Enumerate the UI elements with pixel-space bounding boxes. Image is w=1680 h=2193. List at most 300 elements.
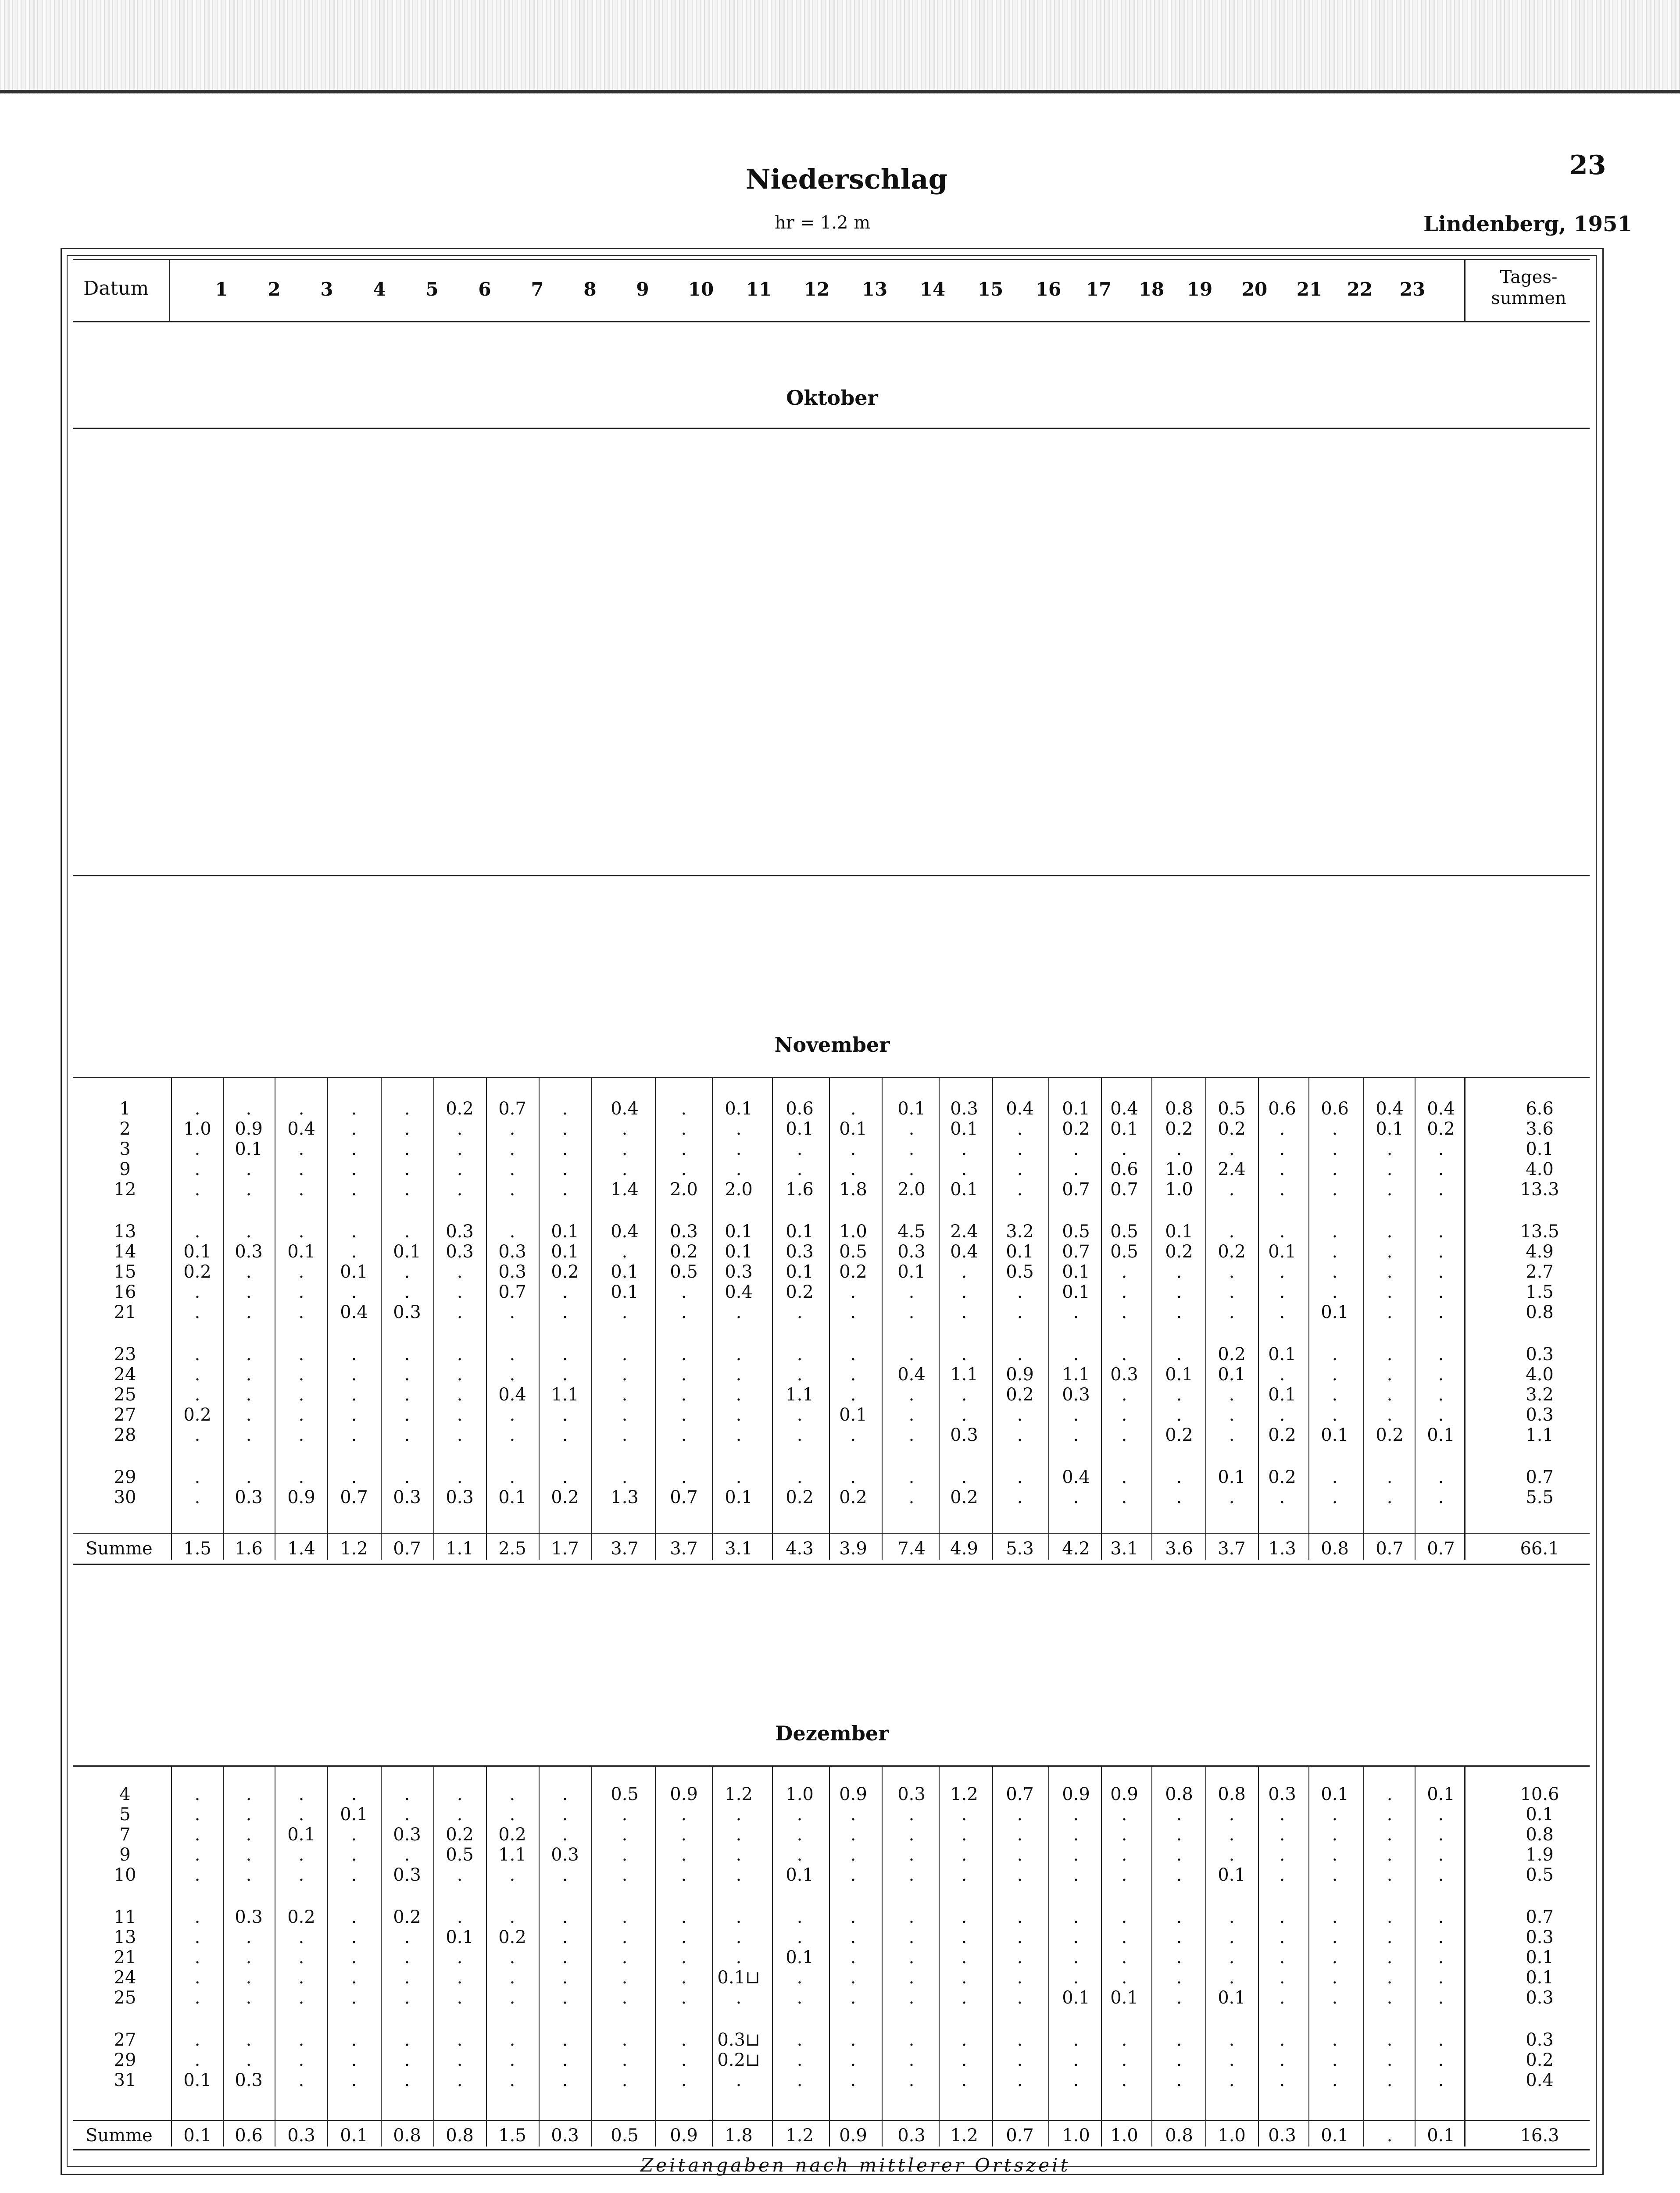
hour-value: 0.2 <box>839 1487 867 1507</box>
day-total: 0.3 <box>1526 1927 1554 1947</box>
column-rule <box>591 1078 592 1560</box>
hour-value: . <box>562 1927 568 1947</box>
hour-value: 0.1 <box>1062 1282 1090 1302</box>
hour-value: 0.2 <box>393 1907 421 1927</box>
hour-value: 0.2 <box>1218 1119 1246 1139</box>
day-total: 0.3 <box>1526 1405 1554 1425</box>
hour-value: . <box>246 1364 252 1385</box>
hour-header: 9 <box>636 279 649 300</box>
hour-value: . <box>194 1302 200 1322</box>
hour-value: . <box>681 2030 687 2050</box>
day-label: 31 <box>114 2070 136 2090</box>
hour-value: . <box>1017 1302 1023 1322</box>
day-total: 10.6 <box>1520 1784 1559 1804</box>
hour-value: . <box>1387 1282 1393 1302</box>
hour-value: . <box>457 2050 463 2070</box>
hour-value: . <box>797 1845 803 1865</box>
hour-value: . <box>298 1804 304 1825</box>
column-rule <box>655 1767 656 2147</box>
hour-value: . <box>681 1159 687 1179</box>
hour-value: . <box>1279 1988 1285 2008</box>
hour-value: 0.1 <box>950 1179 978 1200</box>
hour-value: . <box>736 1405 742 1425</box>
hour-value: . <box>1438 1344 1444 1364</box>
day-total: 3.2 <box>1526 1385 1554 1405</box>
hour-value: . <box>961 1947 967 1968</box>
day-total: 0.3 <box>1526 2030 1554 2050</box>
hour-value: . <box>961 1139 967 1159</box>
hour-value: . <box>736 1385 742 1405</box>
hour-value: . <box>797 1344 803 1364</box>
hour-value: 0.7 <box>1062 1179 1090 1200</box>
hour-value: . <box>1279 1947 1285 1968</box>
hour-value: 0.3 <box>235 1487 263 1507</box>
hour-header: 10 <box>688 279 714 300</box>
day-label: 12 <box>114 1179 136 1200</box>
hour-value: . <box>404 1222 410 1242</box>
hour-value: . <box>1332 1825 1338 1845</box>
hour-value: . <box>1121 1804 1127 1825</box>
summe-value: . <box>1387 2125 1393 2146</box>
hour-value: 1.3 <box>611 1487 639 1507</box>
summe-value: 7.4 <box>897 1539 926 1559</box>
hour-value: . <box>246 2050 252 2070</box>
hour-value: . <box>736 1988 742 2008</box>
hour-value: . <box>1017 1907 1023 1927</box>
hour-value: . <box>404 1804 410 1825</box>
hour-value: . <box>961 1385 967 1405</box>
hour-value: . <box>194 1825 200 1845</box>
hour-value: . <box>1332 1119 1338 1139</box>
hour-value: . <box>298 1262 304 1282</box>
hour-value: . <box>1121 1405 1127 1425</box>
hour-value: . <box>246 1865 252 1885</box>
hour-value: . <box>908 1865 915 1885</box>
hour-value: . <box>509 1119 515 1139</box>
hour-value: 0.9 <box>839 1784 867 1804</box>
day-total: 0.7 <box>1526 1467 1554 1487</box>
hour-value: 0.1 <box>551 1242 579 1262</box>
hour-value: . <box>1387 2050 1393 2070</box>
column-rule <box>1048 1078 1049 1560</box>
day-total: 5.5 <box>1526 1487 1554 1507</box>
hour-value: 0.1 <box>1376 1119 1404 1139</box>
hour-value: . <box>1176 1282 1182 1302</box>
hour-value: . <box>1332 1467 1338 1487</box>
hour-value: . <box>1332 1282 1338 1302</box>
hour-value: . <box>246 2030 252 2050</box>
hour-value: 0.1 <box>725 1242 753 1262</box>
hour-value: 0.1 <box>1062 1099 1090 1119</box>
hour-value: . <box>298 1784 304 1804</box>
hour-value: . <box>298 1968 304 1988</box>
hour-value: . <box>246 1385 252 1405</box>
hour-value: . <box>1332 1179 1338 1200</box>
hour-value: 0.1⊔ <box>717 1968 760 1988</box>
summe-value: 1.2 <box>950 2125 978 2146</box>
hour-value: . <box>298 1865 304 1885</box>
hour-value: . <box>850 1927 856 1947</box>
hour-value: . <box>681 1099 687 1119</box>
hour-value: . <box>351 2050 357 2070</box>
day-label: 15 <box>114 1262 136 1282</box>
hour-value: 0.3 <box>498 1242 526 1262</box>
hour-value: . <box>1438 1262 1444 1282</box>
hour-value: . <box>351 1099 357 1119</box>
summe-rule <box>73 2120 1590 2121</box>
hour-value: . <box>1073 2050 1079 2070</box>
hour-value: . <box>797 1425 803 1445</box>
hour-header: 15 <box>977 279 1004 300</box>
hour-value: . <box>1387 1139 1393 1159</box>
hour-value: . <box>850 1139 856 1159</box>
hour-value: . <box>1438 1364 1444 1385</box>
hour-value: . <box>1229 1487 1235 1507</box>
hour-value: . <box>1017 1968 1023 1988</box>
hour-value: . <box>850 1865 856 1885</box>
hour-value: . <box>1387 1344 1393 1364</box>
hour-value: . <box>908 1927 915 1947</box>
summe-value: 0.1 <box>1427 2125 1455 2146</box>
hour-value: . <box>1332 1262 1338 1282</box>
hour-value: . <box>298 1302 304 1322</box>
hour-value: 1.8 <box>839 1179 867 1200</box>
hour-value: . <box>404 1988 410 2008</box>
hour-value: . <box>457 1344 463 1364</box>
hour-value: . <box>457 1159 463 1179</box>
hour-value: . <box>1229 1968 1235 1988</box>
summe-value: 3.1 <box>725 1539 753 1559</box>
hour-value: 0.1 <box>950 1119 978 1139</box>
hour-value: 0.3 <box>1268 1784 1296 1804</box>
hour-header: 13 <box>861 279 888 300</box>
hour-value: . <box>1073 1865 1079 1885</box>
hour-header: 11 <box>746 279 772 300</box>
hour-value: 0.2 <box>1165 1242 1193 1262</box>
hour-value: . <box>404 1179 410 1200</box>
hour-value: 0.1 <box>183 1242 211 1262</box>
summe-value: 4.2 <box>1062 1539 1090 1559</box>
day-label: 14 <box>114 1242 136 1262</box>
hour-value: . <box>194 2030 200 2050</box>
hour-value: . <box>1121 1907 1127 1927</box>
hour-value: . <box>194 1865 200 1885</box>
summe-value: 3.7 <box>1218 1539 1246 1559</box>
summe-value: 3.7 <box>670 1539 698 1559</box>
hour-value: . <box>1121 1487 1127 1507</box>
hour-value: . <box>351 1865 357 1885</box>
hour-value: . <box>194 1344 200 1364</box>
hour-value: . <box>509 1222 515 1242</box>
hour-value: . <box>1017 1405 1023 1425</box>
hour-value: . <box>509 1179 515 1200</box>
hour-value: . <box>1332 1927 1338 1947</box>
hour-value: . <box>1387 1242 1393 1262</box>
hour-value: . <box>1279 1159 1285 1179</box>
hour-value: . <box>622 1988 628 2008</box>
hour-value: 0.7 <box>1110 1179 1138 1200</box>
hour-value: . <box>1073 1927 1079 1947</box>
hour-value: . <box>562 1405 568 1425</box>
day-total: 1.9 <box>1526 1845 1554 1865</box>
hour-value: . <box>797 1302 803 1322</box>
hour-value: 0.1 <box>1110 1119 1138 1139</box>
day-total: 0.8 <box>1526 1825 1554 1845</box>
hour-value: 0.1 <box>287 1242 315 1262</box>
day-label: 7 <box>119 1825 131 1845</box>
hour-value: . <box>797 1927 803 1947</box>
hour-value: . <box>1073 1487 1079 1507</box>
hour-value: . <box>1279 2030 1285 2050</box>
hour-value: 1.0 <box>183 1119 211 1139</box>
hour-value: . <box>622 1907 628 1927</box>
summe-value: 1.5 <box>498 2125 526 2146</box>
hour-value: 0.6 <box>786 1099 814 1119</box>
summe-value: 4.9 <box>950 1539 978 1559</box>
hour-header: 5 <box>425 279 439 300</box>
summe-value: 0.1 <box>340 2125 368 2146</box>
column-rule <box>655 1078 656 1560</box>
hour-value: . <box>961 1467 967 1487</box>
hour-value: . <box>1438 2070 1444 2090</box>
hour-value: 0.1 <box>1321 1425 1349 1445</box>
hour-value: . <box>850 1099 856 1119</box>
hour-value: . <box>1279 1804 1285 1825</box>
hour-value: . <box>457 1364 463 1385</box>
hour-value: . <box>1229 1405 1235 1425</box>
column-rule <box>882 1078 883 1560</box>
hour-value: 0.2 <box>551 1262 579 1282</box>
hour-value: 0.9 <box>235 1119 263 1139</box>
hour-value: 0.1 <box>287 1825 315 1845</box>
hour-value: . <box>908 1487 915 1507</box>
hour-value: . <box>1279 1364 1285 1385</box>
hour-value: 1.0 <box>1165 1159 1193 1179</box>
hour-value: . <box>298 1222 304 1242</box>
hour-value: . <box>351 1119 357 1139</box>
height-formula: hr = 1.2 m <box>775 213 871 233</box>
hour-value: . <box>1176 1139 1182 1159</box>
hour-value: . <box>457 1988 463 2008</box>
hour-value: 1.1 <box>551 1385 579 1405</box>
hour-value: 0.1 <box>1427 1425 1455 1445</box>
hour-value: . <box>1438 1927 1444 1947</box>
hour-value: 0.9 <box>670 1784 698 1804</box>
hour-value: . <box>1176 1262 1182 1282</box>
hour-value: 0.3 <box>235 1242 263 1262</box>
hour-value: . <box>194 1425 200 1445</box>
hour-value: . <box>246 1405 252 1425</box>
hour-value: . <box>509 1139 515 1159</box>
hour-value: . <box>961 1927 967 1947</box>
hour-value: . <box>1073 2030 1079 2050</box>
hour-value: . <box>736 1425 742 1445</box>
hour-value: . <box>298 2070 304 2090</box>
summe-value: 0.8 <box>1321 1539 1349 1559</box>
hour-value: . <box>351 1968 357 1988</box>
hour-value: 0.1 <box>786 1222 814 1242</box>
hour-value: . <box>622 1845 628 1865</box>
hour-value: . <box>1438 1907 1444 1927</box>
hour-value: 0.1 <box>725 1099 753 1119</box>
hour-value: . <box>622 1159 628 1179</box>
hour-value: . <box>1176 1467 1182 1487</box>
hour-value: . <box>1073 1344 1079 1364</box>
hour-value: . <box>509 1405 515 1425</box>
hour-value: . <box>681 1405 687 1425</box>
hour-value: 0.3 <box>950 1425 978 1445</box>
hour-value: . <box>961 2030 967 2050</box>
hour-value: 0.1 <box>340 1262 368 1282</box>
hour-value: . <box>1279 2070 1285 2090</box>
hour-value: . <box>351 1222 357 1242</box>
hour-value: . <box>246 1262 252 1282</box>
hour-value: . <box>797 1825 803 1845</box>
summe-value: 1.5 <box>183 1539 211 1559</box>
hour-value: . <box>961 1262 967 1282</box>
hour-value: . <box>194 1222 200 1242</box>
hour-value: . <box>1073 1907 1079 1927</box>
hour-value: . <box>622 1425 628 1445</box>
hour-value: . <box>457 1907 463 1927</box>
hour-value: 0.3 <box>446 1242 474 1262</box>
hour-value: . <box>1332 1364 1338 1385</box>
hour-value: . <box>1017 1179 1023 1200</box>
summe-value: 1.2 <box>786 2125 814 2146</box>
day-total: 0.1 <box>1526 1139 1554 1159</box>
hour-value: . <box>1176 1968 1182 1988</box>
hour-value: . <box>562 1159 568 1179</box>
day-total: 0.1 <box>1526 1947 1554 1968</box>
hour-value: . <box>961 2050 967 2070</box>
hour-value: . <box>509 1159 515 1179</box>
column-rule <box>1048 1767 1049 2147</box>
summe-value: 0.3 <box>897 2125 926 2146</box>
hour-value: . <box>1121 1467 1127 1487</box>
hour-value: . <box>194 1968 200 1988</box>
hour-value: . <box>1121 1262 1127 1282</box>
hour-value: . <box>1387 2070 1393 2090</box>
hour-value: . <box>622 1947 628 1968</box>
day-total: 0.3 <box>1526 1344 1554 1364</box>
hour-value: . <box>404 2050 410 2070</box>
hour-value: . <box>1387 1302 1393 1322</box>
day-label: 13 <box>114 1927 136 1947</box>
hour-value: . <box>622 2030 628 2050</box>
hour-value: . <box>681 1139 687 1159</box>
hour-value: . <box>509 1988 515 2008</box>
month-rule <box>73 428 1590 429</box>
hour-value: . <box>1279 1282 1285 1302</box>
hour-value: . <box>1438 2030 1444 2050</box>
hour-value: . <box>736 1907 742 1927</box>
hour-value: . <box>1121 1385 1127 1405</box>
hour-header: 23 <box>1399 279 1426 300</box>
hour-value: . <box>1176 1988 1182 2008</box>
hour-value: . <box>1017 1282 1023 1302</box>
hour-value: . <box>509 1968 515 1988</box>
hour-value: 0.8 <box>1165 1099 1193 1119</box>
summe-value: 1.0 <box>1110 2125 1138 2146</box>
hour-value: 0.1 <box>1321 1302 1349 1322</box>
hour-value: 0.1 <box>1165 1364 1193 1385</box>
summe-value: 3.9 <box>839 1539 867 1559</box>
hour-value: . <box>1121 2070 1127 2090</box>
hour-value: . <box>1073 1302 1079 1322</box>
hour-header: 8 <box>583 279 597 300</box>
hour-value: . <box>404 1262 410 1282</box>
hour-value: 0.4 <box>340 1302 368 1322</box>
hour-value: . <box>1176 2030 1182 2050</box>
hour-header: 4 <box>373 279 386 300</box>
hour-value: . <box>1332 1385 1338 1405</box>
day-total: 0.5 <box>1526 1865 1554 1885</box>
hour-value: . <box>961 1405 967 1425</box>
hour-value: . <box>850 1385 856 1405</box>
hour-value: 0.5 <box>1062 1222 1090 1242</box>
hour-value: 0.2 <box>551 1487 579 1507</box>
hour-value: . <box>1017 2050 1023 2070</box>
hour-value: . <box>351 1907 357 1927</box>
hour-value: 0.3 <box>393 1302 421 1322</box>
hour-value: . <box>562 1988 568 2008</box>
header-bottom-rule <box>73 321 1590 322</box>
hour-value: . <box>1176 1845 1182 1865</box>
hour-value: . <box>457 1947 463 1968</box>
hour-value: . <box>850 1302 856 1322</box>
hour-value: . <box>850 1467 856 1487</box>
hour-value: . <box>1279 1968 1285 1988</box>
summe-value: 0.7 <box>393 1539 421 1559</box>
hour-value: . <box>1332 1845 1338 1865</box>
hour-value: . <box>1332 1947 1338 1968</box>
day-total: 0.1 <box>1526 1804 1554 1825</box>
hour-value: . <box>908 1344 915 1364</box>
day-total: 13.5 <box>1520 1222 1559 1242</box>
hour-value: 0.8 <box>1165 1784 1193 1804</box>
hour-value: . <box>850 1988 856 2008</box>
hour-value: . <box>1332 1344 1338 1364</box>
hour-value: 0.9 <box>287 1487 315 1507</box>
hour-value: . <box>850 1804 856 1825</box>
hour-value: . <box>961 1825 967 1845</box>
hour-value: . <box>1438 2050 1444 2070</box>
hour-value: . <box>908 2030 915 2050</box>
hour-value: 0.1 <box>340 1804 368 1825</box>
day-total: 6.6 <box>1526 1099 1554 1119</box>
hour-value: . <box>1121 1302 1127 1322</box>
hour-value: . <box>1229 2050 1235 2070</box>
hour-value: . <box>457 1262 463 1282</box>
hour-value: . <box>1438 1139 1444 1159</box>
hour-value: . <box>1387 1179 1393 1200</box>
hour-value: 0.3 <box>446 1222 474 1242</box>
time-note: Zeitangaben nach mittlerer Ortszeit <box>640 2154 1071 2176</box>
hour-value: . <box>961 1845 967 1865</box>
hour-value: 0.3 <box>393 1865 421 1885</box>
hour-value: . <box>246 1947 252 1968</box>
hour-value: . <box>797 1988 803 2008</box>
hour-value: . <box>1279 1262 1285 1282</box>
column-rule <box>882 1767 883 2147</box>
month-label: Oktober <box>786 386 878 410</box>
hour-value: . <box>736 1302 742 1322</box>
hour-value: . <box>1229 1947 1235 1968</box>
summe-value: 2.5 <box>498 1539 526 1559</box>
hour-value: . <box>681 1907 687 1927</box>
hour-value: . <box>457 1119 463 1139</box>
hour-value: . <box>736 1947 742 1968</box>
